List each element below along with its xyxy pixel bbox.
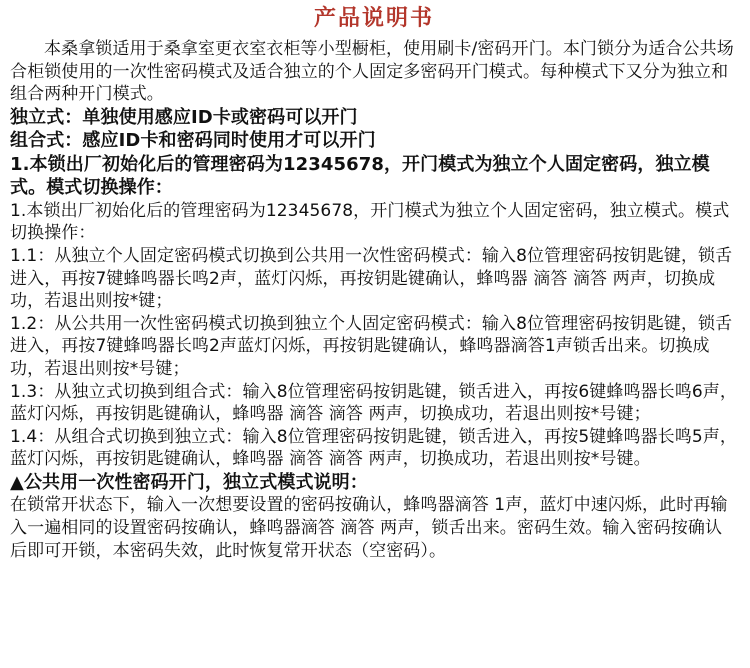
step-1-2: 1.2：从公共用一次性密码模式切换到独立个人固定密码模式：输入8位管理密码按钥匙键，锁舌进入，再按7键蜂鸣器长鸣2声蓝灯闪烁，再按钥匙键确认，蜂鸣器滴答1声锁舌出来。切换成功，若退出则按*号键；	[10, 313, 733, 379]
step-1-1: 1.1：从独立个人固定密码模式切换到公共用一次性密码模式：输入8位管理密码按钥匙键，锁舌进入，再按7键蜂鸣器长鸣2声，蓝灯闪烁，再按钥匙键确认，蜂鸣器 滴答 滴答 两声，切换成功，若退出则按*键；	[10, 245, 733, 312]
step-1-3: 1.3：从独立式切换到组合式：输入8位管理密码按钥匙键，锁舌进入，再按6键蜂鸣器长鸣6声，蓝灯闪烁，再按钥匙键确认，蜂鸣器 滴答 滴答 两声，切换成功，若退出则按*号键；	[10, 381, 737, 425]
manual-document	[10, 4, 738, 562]
factory-default-normal: 1.本锁出厂初始化后的管理密码为12345678，开门模式为独立个人固定密码，独立模式。模式切换操作：	[10, 200, 730, 244]
combo-mode-line: 组合式：感应ID卡和密码同时使用才可以开门	[10, 130, 376, 152]
step-1-4: 1.4：从组合式切换到独立式：输入8位管理密码按钥匙键，锁舌进入，再按5键蜂鸣器长鸣5声，蓝灯闪烁，再按钥匙键确认，蜂鸣器 滴答 滴答 两声，切换成功，若退出则按*号键。	[10, 426, 737, 470]
document-title: 产品说明书	[313, 6, 434, 31]
standalone-mode-line: 独立式：单独使用感应ID卡或密码可以开门	[10, 106, 358, 128]
intro-paragraph: 本桑拿锁适用于桑拿室更衣室衣柜等小型橱柜，使用刷卡/密码开门。本门锁分为适合公共场合柜锁使用的一次性密码模式及适合独立的个人固定多密码开门模式。每种模式下又分为独立和组合两种开门模式。	[10, 39, 734, 105]
factory-default-bold: 1.本锁出厂初始化后的管理密码为12345678，开门模式为独立个人固定密码，独立模式。模式切换操作：	[10, 153, 710, 199]
public-mode-body: 在锁常开状态下，输入一次想要设置的密码按确认，蜂鸣器滴答 1声，蓝灯中速闪烁，此时再输入一遍相同的设置密码按确认，蜂鸣器滴答 滴答 两声，锁舌出来。密码生效。输入密码按确认后即可开锁，本密码失效，此时恢复常开状态（空密码）。	[10, 495, 728, 561]
public-mode-heading: ▲公共用一次性密码开门，独立式模式说明：	[10, 471, 368, 493]
